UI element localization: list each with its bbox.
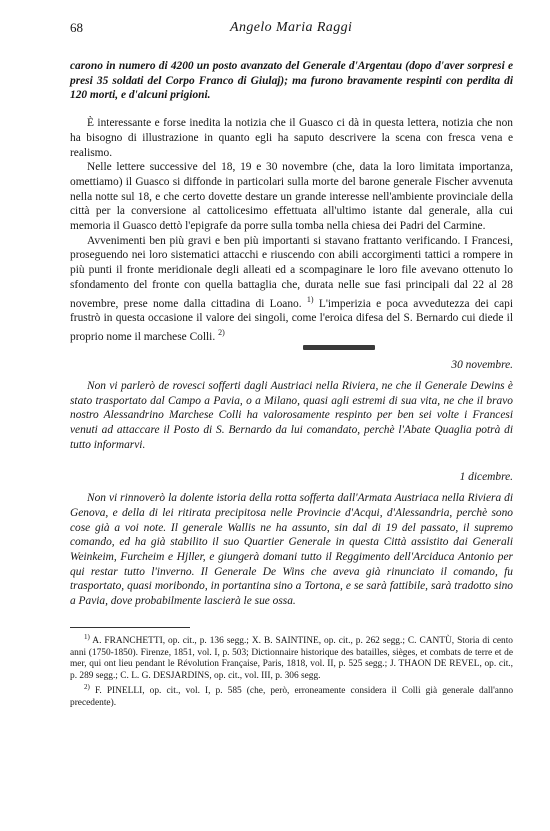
- paragraph-1: È interessante e forse inedita la notizia che il Guasco ci dà in questa lettera, notizia che non ha bisogno di illustrazione in quanto egli ha saputo descrivere la scena con fresca vena e realismo.: [70, 117, 513, 159]
- footnote-ref-2: 2): [218, 327, 225, 337]
- footnote-2-mark: 2): [84, 683, 90, 692]
- intro-paragraph: carono in numero di 4200 un posto avanzato del Generale d'Argentau (dopo d'aver sorpresi e presi 35 soldati del Corpo Franco di Giulaj); ma furono bravamente respinti con perdita di 120 morti, e d'alcuni prigioni.: [70, 60, 513, 102]
- paragraph-3-text-cont: L'imperizia e poca avvedutezza dei capi frustrò in questa occasione il valore dei singoli, come l'eroica difesa del S. Bernardo cui diede il proprio nome il marchese Colli.: [70, 297, 514, 343]
- footnote-ref-1: 1): [306, 294, 314, 304]
- page-body: [70, 59, 513, 710]
- page-number: 68: [70, 20, 83, 35]
- letter-1-dicembre: Non vi rinnoverò la dolente istoria della rotta sofferta dall'Armata Austriaca nella Riviera di Genova, e della di lei ritirata precipitosa nelle Provincie d'Acqui, d'Alessandria, perchè sono cose già a voi note. Il generale Wallis ne ha assunto, sin dal di 19 del passato, il supremo comando, ed ha già stabilito il suo Quartier Generale in questa Città assistito dai Generali Weinkeim, Furcheim e Hjller, e giungerà domani tutto il Reggimento dell'Arciduca Antonio per qui restar tutto l'inverno. Il Generale De Wins che aveva già rinunciato il comando, fu trasportato, quasi moribondo, in portantina sino a Tortona, e se sarà fattibile, sarà tradotto sino a Pavia, dove probabilmente lascierà le sue ossa.: [70, 492, 513, 608]
- footnote-1-text: A. FRANCHETTI, op. cit., p. 136 segg.; X. B. SAINTINE, op. cit., p. 262 segg.; C. CANTÙ, Storia di cento anni (1750-1850). Firenze, 1851, vol. I, p. 503; Dictionnaire historique des batailles, sièges, et combats de terre et de mer, qui ont lieu pendant le Révolution Française, Paris, 1818, vol. II, p. 525 segg.; J. THAON DE REVEL, op. cit., p. 289 segg.; C. L. G. DESJARDINS, op. cit., vol. III, p. 306 segg.: [70, 635, 513, 681]
- date-30-novembre: 30 novembre.: [451, 359, 513, 372]
- paragraph-2: Nelle lettere successive del 18, 19 e 30 novembre (che, data la loro limitata importanza, omettiamo) il Guasco si diffonde in particolari sulla morte del barone generale Fischer avvenuta nella notte sul 18, e che certo dovette destare un grande interesse nell'ambiente provinciale della città per la conversione al cattolicesimo effettuata all'ultimo istante dal generale, alla cui memoria il Guasco dettò l'epigrafe da porre sulla tomba nella chiesa dei Padri del Carmine.: [70, 161, 513, 233]
- footnote-rule: [70, 627, 190, 628]
- footnote-1: [70, 632, 513, 683]
- running-title: Angelo Maria Raggi: [230, 20, 353, 35]
- paragraph-3: [70, 234, 513, 345]
- footnote-2: [70, 682, 513, 709]
- paragraph-3-text: Avvenimenti ben più gravi e ben più importanti si stavano frattanto verificando. I Francesi, proseguendo nei loro sistematici attacchi e riuscendo con abili accorgimenti tattici a rompere in più punti il fronte meridionale degli alleati ed a scompaginare le loro file avevano ottenuto lo sfondamento del fronte con quella battaglia che, durata nelle sue fasi principali dal 22 al 28 novembre, prese nome dalla cittadina di Loano.: [70, 234, 513, 310]
- page-header: [70, 20, 522, 38]
- footnote-2-text: F. PINELLI, op. cit., vol. I, p. 585 (che, però, erroneamente considera il Colli già generale dall'anno precedente).: [70, 686, 514, 709]
- footnote-1-mark: 1): [84, 632, 90, 641]
- letter-30-novembre: Non vi parlerò de rovesci sofferti dagli Austriaci nella Riviera, ne che il Generale Dewins è stato trasportato dal Campo a Pavia, o a Milano, quasi agli estremi di sua vita, ne che il bravo nostro Alessandrino Marchese Colli ha valorosamente respinto per ben sei volte i Francesi venuti ad attaccare il Posto di S. Bernardo da lui comandato, perchè l'Abate Quaglia potrà di tutto informarvi.: [70, 379, 513, 451]
- date-1-dicembre: 1 dicembre.: [459, 471, 513, 484]
